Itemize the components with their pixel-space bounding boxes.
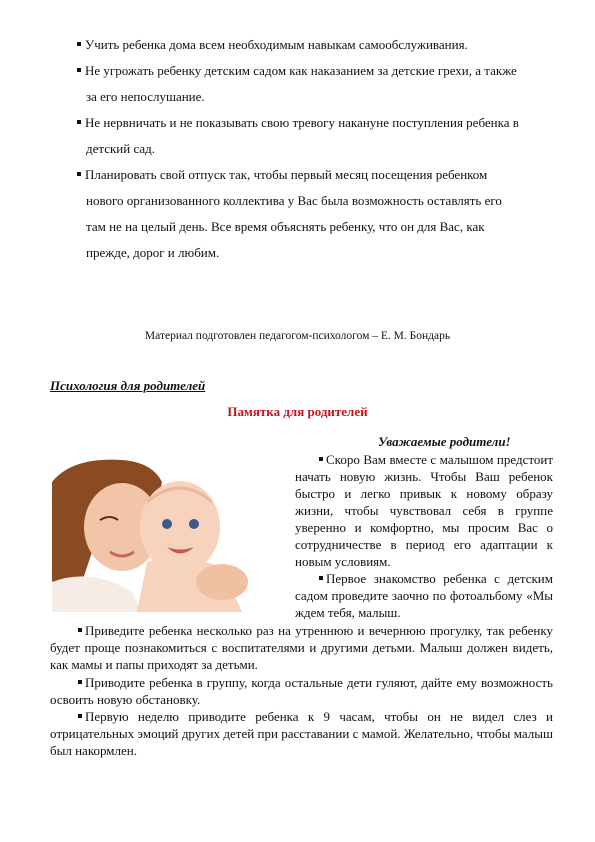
bullet-continuation: прежде, дорог и любим. — [86, 245, 220, 260]
paragraph — [295, 451, 553, 570]
bullet-square-icon — [77, 172, 81, 176]
bullet-continuation: нового организованного коллектива у Вас была возможность оставлять его — [86, 193, 502, 208]
memo-title: Памятка для родителей — [227, 404, 368, 419]
paragraph-text: Скоро Вам вместе с малышом предстоит начать новую жизнь. Чтобы Ваш ребенок быстро и легко привык к новому образу жизни, чтобы чувствовал себя в группе уверенно и комфортно, мы просим Вас о сотрудничестве в период его адаптации к новым условиям. — [295, 452, 553, 569]
paragraph-text: Приведите ребенка несколько раз на утреннюю и вечернюю прогулку, так ребенку будет проще познакомиться с воспитателями и другими детьми. Малыш должен видеть, как мамы и папы приходят за детьми. — [50, 623, 553, 672]
bullet-item — [77, 162, 557, 266]
bullet-item — [77, 110, 557, 162]
paragraph-text: Приводите ребенка в группу, когда остальные дети гуляют, дайте ему возможность освоить новую обстановку. — [50, 675, 553, 707]
author-credit: Материал подготовлен педагогом-психологом – Е. М. Бондарь — [144, 330, 451, 342]
bullet-text: Планировать свой отпуск так, чтобы первый месяц посещения ребенком — [85, 167, 488, 182]
bullet-square-icon — [77, 42, 81, 46]
paragraph-text: Первое знакомство ребенка с детским садом проведите заочно по фотоальбому «Мы ждем тебя, малыш. — [295, 571, 553, 620]
paragraph — [50, 622, 553, 673]
paragraph-text: Первую неделю приводите ребенка к 9 часам, чтобы он не видел слез и отрицательных эмоций других детей при расставании с мамой. Желательно, чтобы малыш был накормлен. — [50, 709, 553, 758]
bullet-continuation: там не на целый день. Все время объяснять ребенку, что он для Вас, как — [86, 219, 485, 234]
bullet-item — [77, 32, 557, 58]
section-heading: Психология для родителей — [50, 378, 206, 393]
bullet-text: Не угрожать ребенку детским садом как наказанием за детские грехи, а также — [85, 63, 517, 78]
paragraph — [295, 570, 553, 621]
greeting: Уважаемые родители! — [378, 434, 511, 449]
bullet-square-icon — [78, 628, 82, 632]
bullet-square-icon — [77, 120, 81, 124]
bullet-square-icon — [78, 680, 82, 684]
bullet-text: Учить ребенка дома всем необходимым навыкам самообслуживания. — [85, 37, 468, 52]
bullet-continuation: детский сад. — [86, 141, 156, 156]
bullet-text: Не нервничать и не показывать свою тревогу накануне поступления ребенка в — [85, 115, 519, 130]
mother-baby-photo — [52, 452, 284, 612]
bullet-continuation: за его непослушание. — [86, 89, 205, 104]
bullet-square-icon — [319, 457, 323, 461]
paragraph — [50, 708, 553, 759]
bullet-square-icon — [78, 714, 82, 718]
paragraph — [50, 674, 553, 708]
bullet-square-icon — [319, 576, 323, 580]
bullet-square-icon — [77, 68, 81, 72]
bullet-item — [77, 58, 557, 110]
